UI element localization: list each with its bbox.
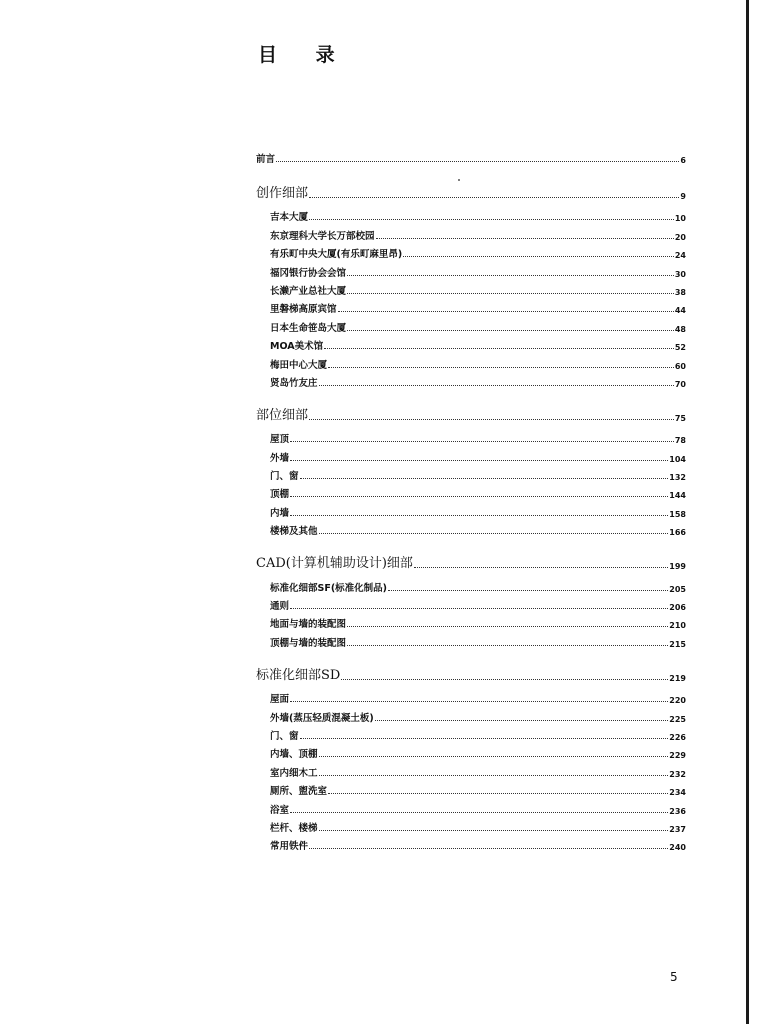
- toc-item[interactable]: [256, 760, 686, 778]
- dot-leader: [290, 700, 668, 702]
- toc-item-label: 地面与墙的装配图: [270, 619, 347, 631]
- toc-section-group: [256, 399, 686, 537]
- dot-leader: [319, 755, 669, 757]
- toc-page-number: 229: [669, 751, 686, 761]
- toc-item-label: 吉本大厦: [270, 212, 309, 224]
- toc-section-title: 标准化细部SD: [256, 667, 341, 683]
- toc-item-label: 日本生命笹岛大厦: [270, 322, 347, 334]
- dot-leader: [347, 292, 674, 294]
- dot-leader: [324, 347, 674, 349]
- toc-item[interactable]: [256, 724, 686, 742]
- toc-item[interactable]: [256, 594, 686, 612]
- toc-item-label: 门、窗: [270, 471, 299, 483]
- dot-leader: [290, 607, 668, 609]
- toc-page-number: 205: [669, 584, 686, 594]
- dot-leader: [300, 477, 669, 479]
- toc-page-number: 9: [680, 192, 686, 201]
- toc-page-number: 219: [669, 673, 686, 683]
- dot-leader: [347, 644, 668, 646]
- toc-page-number: 234: [669, 788, 686, 798]
- dot-leader: [347, 329, 674, 331]
- dot-leader: [319, 774, 669, 776]
- toc-page-number: 232: [669, 769, 686, 779]
- dot-leader: [341, 678, 668, 680]
- dot-leader: [319, 829, 669, 831]
- dot-leader: [290, 495, 668, 497]
- toc-item-label: 栏杆、楼梯: [270, 822, 318, 834]
- toc-page-number: 24: [674, 251, 686, 261]
- toc-item[interactable]: [256, 427, 686, 445]
- toc-item[interactable]: [256, 315, 686, 333]
- toc-item[interactable]: [256, 519, 686, 537]
- dot-leader: [300, 737, 669, 739]
- toc-item-label: 外墙(蒸压轻质混凝土板): [270, 712, 374, 724]
- toc-item[interactable]: [256, 816, 686, 834]
- toc-page-number: 75: [674, 413, 686, 423]
- toc-page-number: 144: [669, 491, 686, 501]
- toc-item-label: MOA美术馆: [270, 341, 324, 353]
- toc-sections: [256, 177, 686, 852]
- toc-page-number: 60: [674, 361, 686, 371]
- toc-item[interactable]: [256, 612, 686, 630]
- dot-leader: [328, 792, 668, 794]
- toc-section-heading[interactable]: [256, 547, 686, 571]
- dot-leader: [319, 532, 669, 534]
- toc-page-number: 220: [669, 696, 686, 706]
- toc-page-number: 20: [674, 232, 686, 242]
- page-number: 5: [670, 970, 678, 984]
- toc-item[interactable]: [256, 834, 686, 852]
- toc-page-number: 199: [669, 562, 686, 572]
- toc-item[interactable]: [256, 742, 686, 760]
- toc-page-number: 236: [669, 806, 686, 816]
- toc-item[interactable]: [256, 371, 686, 389]
- toc-page-number: 104: [669, 454, 686, 464]
- dot-leader: [309, 218, 674, 220]
- toc-section-group: [256, 177, 686, 389]
- dot-leader: [328, 366, 674, 368]
- toc-page-number: 30: [674, 269, 686, 279]
- toc-item[interactable]: [256, 797, 686, 815]
- dot-leader: [319, 384, 674, 386]
- toc-item-label: 东京理科大学长万部校园: [270, 230, 375, 242]
- toc-item[interactable]: [256, 334, 686, 352]
- toc-item-label: 顶棚: [270, 489, 290, 501]
- toc-section-heading[interactable]: [256, 659, 686, 683]
- toc-item[interactable]: [256, 630, 686, 648]
- dot-leader: [388, 589, 668, 591]
- toc-section-group: [256, 659, 686, 853]
- toc-item-label: 室内细木工: [270, 767, 318, 779]
- toc-item-label: 屋面: [270, 694, 290, 706]
- toc-page-number: 240: [669, 843, 686, 853]
- toc-page-number: 210: [669, 621, 686, 631]
- dot-leader: [347, 625, 668, 627]
- toc-item[interactable]: [256, 260, 686, 278]
- toc-item-label: 厕所、盥洗室: [270, 786, 328, 798]
- toc-page-number: 52: [674, 343, 686, 353]
- dot-leader: [276, 160, 679, 162]
- dot-leader: [290, 440, 674, 442]
- dot-leader: [375, 719, 669, 721]
- page-edge-line: [746, 0, 749, 1024]
- dot-leader: [290, 459, 668, 461]
- toc-page-number: 226: [669, 732, 686, 742]
- toc-item-label: 标准化细部SF(标准化制品): [270, 582, 388, 594]
- toc-item-label: 外墙: [270, 452, 290, 464]
- toc-item-label: 内墙、顶棚: [270, 749, 318, 761]
- toc-item[interactable]: [256, 242, 686, 260]
- toc-item[interactable]: [256, 352, 686, 370]
- toc-item[interactable]: [256, 297, 686, 315]
- toc-item[interactable]: [256, 575, 686, 593]
- toc-section-title: 部位细部: [256, 407, 309, 423]
- toc-page-number: 70: [674, 379, 686, 389]
- dot-leader: [290, 514, 668, 516]
- toc-page-number: 10: [674, 214, 686, 224]
- toc-item-label: 贤岛竹友庄: [270, 377, 318, 389]
- toc-item-label: 长濑产业总社大厦: [270, 285, 347, 297]
- toc-item[interactable]: [256, 223, 686, 241]
- toc-page-number: 44: [674, 306, 686, 316]
- toc-item-label: 内墙: [270, 507, 290, 519]
- toc-item[interactable]: [256, 687, 686, 705]
- toc-page-number: 237: [669, 824, 686, 834]
- toc-item-label: 有乐町中央大厦(有乐町麻里昂): [270, 249, 403, 261]
- dot-leader: [309, 847, 668, 849]
- dot-leader: [309, 196, 679, 198]
- toc-section-title: CAD(计算机辅助设计)细部: [256, 556, 413, 572]
- toc-page-number: 158: [669, 509, 686, 519]
- dot-leader: [403, 255, 674, 257]
- toc-page-number: 225: [669, 714, 686, 724]
- dot-leader: [290, 811, 668, 813]
- dot-leader: [414, 566, 668, 568]
- toc-item[interactable]: [256, 279, 686, 297]
- toc-page-number: 166: [669, 528, 686, 538]
- toc-page-number: 48: [674, 324, 686, 334]
- toc-entry-preface[interactable]: [256, 147, 686, 165]
- table-of-contents: [256, 147, 686, 862]
- toc-section-heading[interactable]: [256, 177, 686, 201]
- toc-section-group: [256, 547, 686, 649]
- toc-item[interactable]: [256, 482, 686, 500]
- toc-item[interactable]: [256, 464, 686, 482]
- toc-page-number: 215: [669, 639, 686, 649]
- dot-leader: [347, 274, 674, 276]
- dot-leader: [376, 237, 674, 239]
- toc-item-label: 浴室: [270, 804, 290, 816]
- toc-item[interactable]: [256, 205, 686, 223]
- toc-page-number: 38: [674, 287, 686, 297]
- toc-section-heading[interactable]: [256, 399, 686, 423]
- toc-item-label: 楼梯及其他: [270, 526, 318, 538]
- toc-item-label: 梅田中心大厦: [270, 359, 328, 371]
- toc-page-number: 6: [680, 156, 686, 165]
- toc-section-title: 创作细部: [256, 186, 309, 201]
- toc-item-label: 通则: [270, 601, 290, 613]
- toc-label: 前言: [256, 154, 276, 165]
- toc-item-label: 屋顶: [270, 434, 290, 446]
- toc-item-label: 顶棚与墙的装配图: [270, 637, 347, 649]
- toc-page-number: 78: [674, 436, 686, 446]
- toc-page-number: 206: [669, 603, 686, 613]
- toc-item-label: 福冈银行协会会馆: [270, 267, 347, 279]
- toc-item[interactable]: [256, 500, 686, 518]
- page-title: 目 录: [258, 44, 351, 66]
- toc-item-label: 里磐梯高原宾馆: [270, 304, 337, 316]
- toc-page-number: 132: [669, 473, 686, 483]
- toc-item-label: 常用铁件: [270, 841, 309, 853]
- toc-item[interactable]: [256, 705, 686, 723]
- toc-item-label: 门、窗: [270, 730, 299, 742]
- toc-item[interactable]: [256, 445, 686, 463]
- toc-item[interactable]: [256, 779, 686, 797]
- dot-leader: [338, 310, 674, 312]
- dot-leader: [309, 418, 674, 420]
